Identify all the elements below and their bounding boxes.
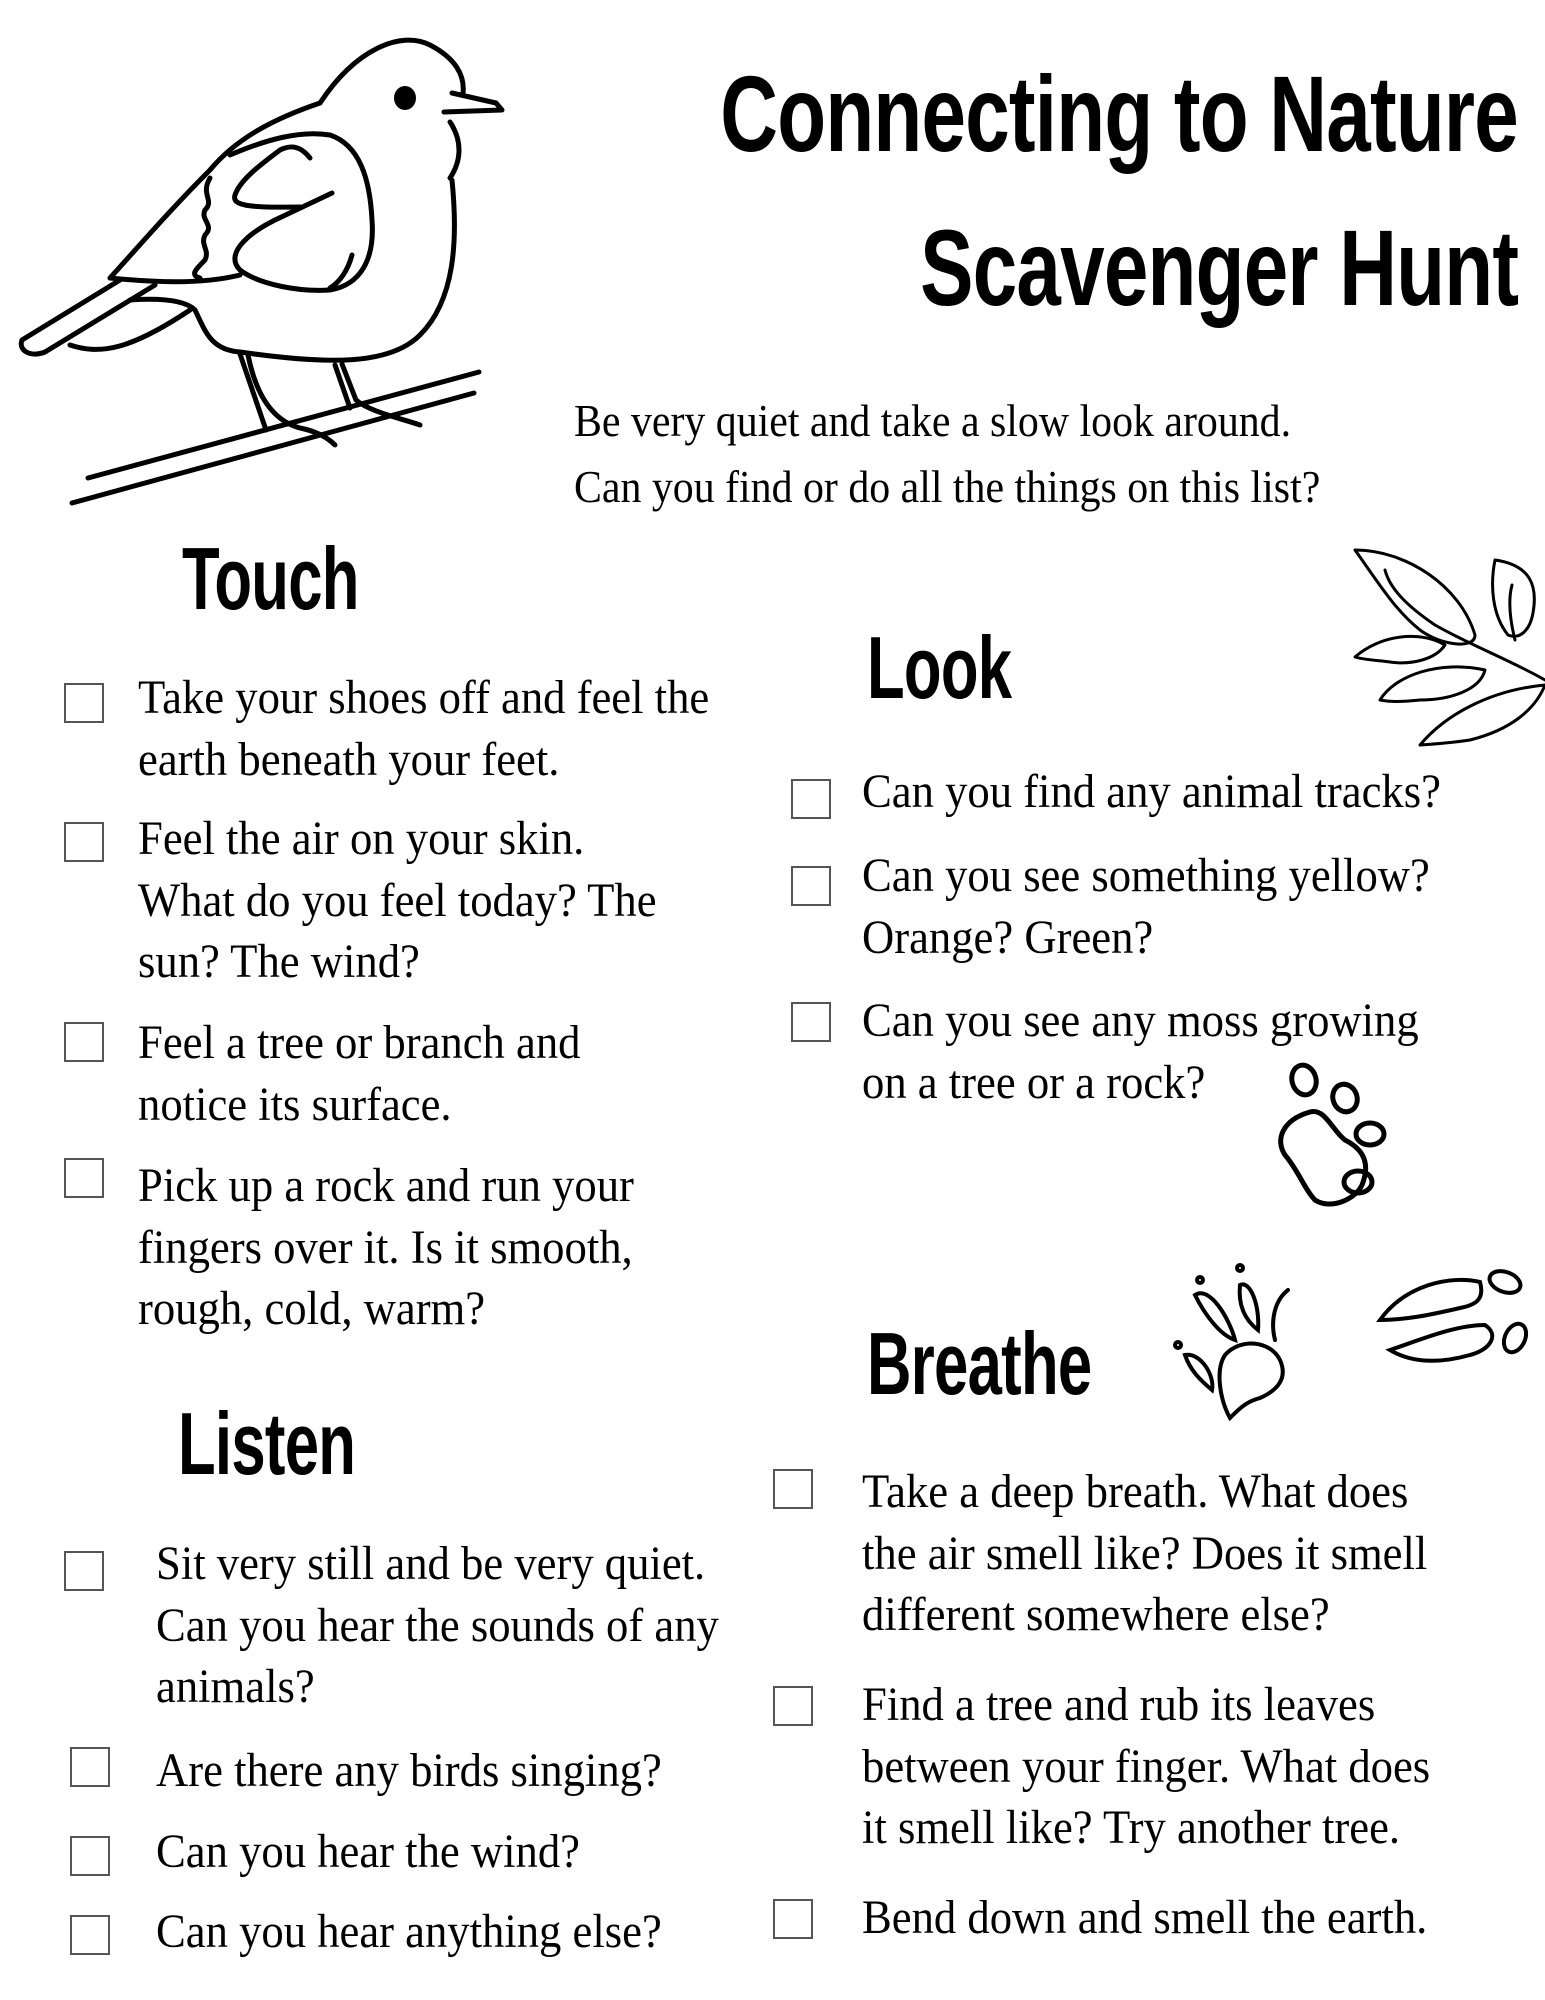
item-line: Feel a tree or branch and xyxy=(138,1016,581,1069)
item-line: Sit very still and be very quiet. xyxy=(156,1537,706,1590)
checkbox[interactable] xyxy=(64,683,104,723)
item-text xyxy=(138,1155,634,1340)
item-line: between your finger. What does xyxy=(862,1739,1431,1793)
section-heading-listen: Listen xyxy=(178,1394,356,1493)
checkbox[interactable] xyxy=(773,1686,813,1726)
item-line: sun? The wind? xyxy=(138,935,420,988)
item-line: Can you see any moss growing xyxy=(862,994,1419,1047)
checkbox[interactable] xyxy=(70,1747,110,1787)
item-line: Bend down and smell the earth. xyxy=(862,1891,1428,1944)
item-text xyxy=(156,1740,662,1802)
checkbox[interactable] xyxy=(64,1158,104,1198)
item-line: Pick up a rock and run your xyxy=(138,1159,634,1212)
page-title-line-1: Connecting to Nature xyxy=(720,53,1518,174)
item-line: Can you hear the sounds of any xyxy=(156,1598,719,1652)
item-line: Can you hear the wind? xyxy=(156,1825,580,1878)
checkbox[interactable] xyxy=(64,822,104,862)
item-line: Take your shoes off and feel the xyxy=(138,671,710,724)
section-heading-breathe: Breathe xyxy=(867,1314,1092,1413)
item-text xyxy=(862,845,1430,968)
checkbox[interactable] xyxy=(64,1022,104,1062)
item-line: it smell like? Try another tree. xyxy=(862,1801,1401,1854)
item-text xyxy=(138,667,709,790)
hoof-print-icon xyxy=(1375,1260,1535,1370)
checkbox[interactable] xyxy=(64,1551,104,1591)
item-line: earth beneath your feet. xyxy=(138,732,560,786)
item-line: Take a deep breath. What does xyxy=(862,1465,1409,1518)
section-heading-touch: Touch xyxy=(182,529,359,628)
intro-text xyxy=(574,388,1320,520)
checkbox[interactable] xyxy=(773,1469,813,1509)
item-text xyxy=(156,1901,662,1963)
item-line: rough, cold, warm? xyxy=(138,1282,486,1335)
item-line: on a tree or a rock? xyxy=(862,1055,1206,1109)
item-line: the air smell like? Does it smell xyxy=(862,1526,1428,1580)
section-heading-look: Look xyxy=(867,618,1012,717)
intro-line-2: Can you find or do all the things on this list? xyxy=(574,462,1321,512)
item-line: Orange? Green? xyxy=(862,910,1154,964)
item-line: Can you see something yellow? xyxy=(862,849,1430,902)
item-text xyxy=(862,990,1419,1113)
intro-line-1: Be very quiet and take a slow look around. xyxy=(574,396,1292,446)
checkbox[interactable] xyxy=(70,1915,110,1955)
item-text xyxy=(862,1674,1430,1859)
item-text xyxy=(156,1821,580,1883)
item-line: Find a tree and rub its leaves xyxy=(862,1678,1376,1731)
checkbox[interactable] xyxy=(791,866,831,906)
item-line: What do you feel today? The xyxy=(138,873,657,927)
item-line: notice its surface. xyxy=(138,1077,452,1131)
item-line: Can you find any animal tracks? xyxy=(862,765,1441,818)
checkbox[interactable] xyxy=(773,1899,813,1939)
checkbox[interactable] xyxy=(791,779,831,819)
item-line: fingers over it. Is it smooth, xyxy=(138,1220,633,1274)
item-line: Are there any birds singing? xyxy=(156,1744,662,1797)
item-line: animals? xyxy=(156,1660,315,1713)
page-title-line-2: Scavenger Hunt xyxy=(919,207,1518,328)
item-text xyxy=(862,761,1441,823)
item-line: Feel the air on your skin. xyxy=(138,812,585,865)
leafy-branch-icon xyxy=(1350,530,1545,740)
item-text xyxy=(156,1533,719,1718)
item-line: Can you hear anything else? xyxy=(156,1905,662,1958)
bird-on-branch-icon xyxy=(0,0,520,520)
checkbox[interactable] xyxy=(70,1836,110,1876)
item-text xyxy=(862,1887,1427,1949)
checkbox[interactable] xyxy=(791,1002,831,1042)
paw-print-icon xyxy=(1170,1260,1320,1430)
item-text xyxy=(138,808,657,993)
item-text xyxy=(138,1012,580,1135)
item-text xyxy=(862,1461,1427,1646)
item-line: different somewhere else? xyxy=(862,1588,1330,1641)
